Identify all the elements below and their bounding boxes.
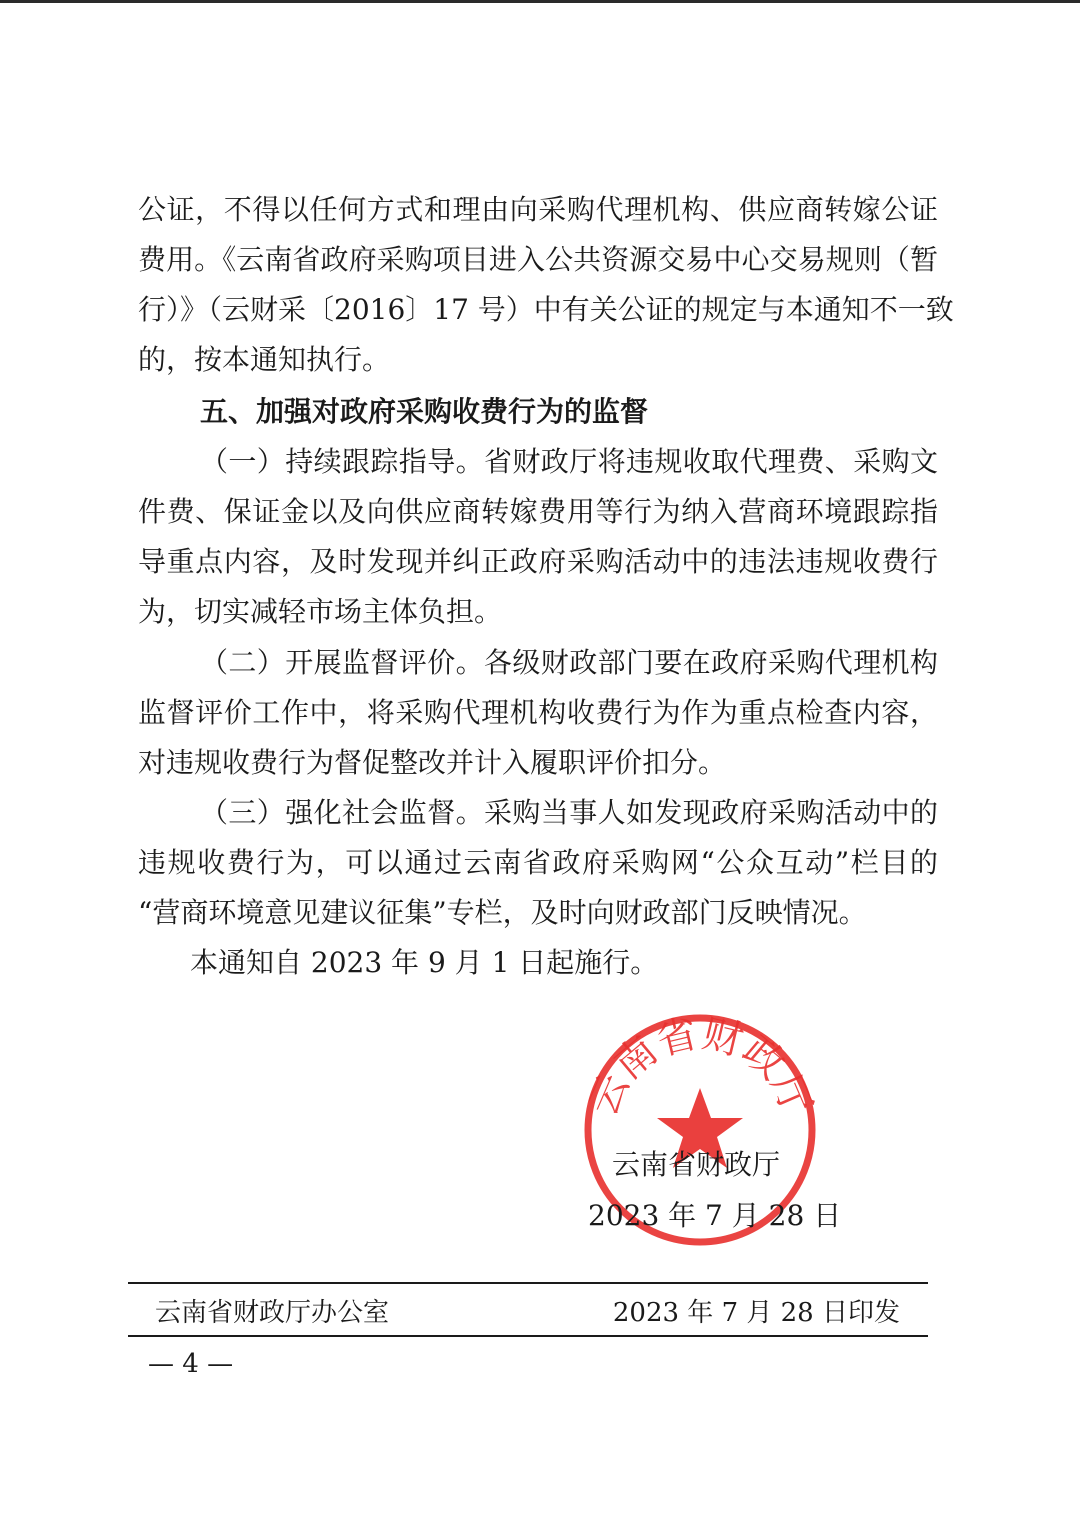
body-line: （二）开展监督评价。各级财政部门要在政府采购代理机构 [200, 646, 938, 679]
body-line: 费用。《云南省政府采购项目进入公共资源交易中心交易规则（暂 [138, 243, 938, 276]
body-line: 件费、保证金以及向供应商转嫁费用等行为纳入营商环境跟踪指 [138, 495, 938, 528]
body-line: 行）》（云财采〔2016〕17 号）中有关公证的规定与本通知不一致 [138, 293, 954, 326]
effective-date: 本通知自 2023 年 9 月 1 日起施行。 [190, 946, 659, 979]
body-line: 监督评价工作中，将采购代理机构收费行为作为重点检查内容， [138, 696, 938, 729]
body-line: 公证，不得以任何方式和理由向采购代理机构、供应商转嫁公证 [138, 193, 938, 226]
print-date: 2023 年 7 月 28 日印发 [612, 1298, 900, 1328]
issuing-office: 云南省财政厅办公室 [155, 1298, 390, 1328]
seal-arc-path-text: 云南省财政厅 [580, 1010, 820, 1123]
section-heading: 五、加强对政府采购收费行为的监督 [200, 395, 649, 428]
body-line: 为，切实减轻市场主体负担。 [138, 595, 503, 628]
body-line: 对违规收费行为督促整改并计入履职评价扣分。 [138, 746, 727, 779]
body-line: “营商环境意见建议征集”专栏，及时向财政部门反映情况。 [138, 896, 867, 929]
top-border [0, 0, 1080, 3]
body-line: 的，按本通知执行。 [138, 343, 391, 376]
body-line: 违规收费行为，可以通过云南省政府采购网“公众互动”栏目的 [138, 846, 938, 879]
body-line: （一）持续跟踪指导。省财政厅将违规收取代理费、采购文 [200, 445, 938, 478]
signature-date: 2023 年 7 月 28 日 [588, 1199, 842, 1232]
body-line: 导重点内容，及时发现并纠正政府采购活动中的违法违规收费行 [138, 545, 938, 578]
body-line: （三）强化社会监督。采购当事人如发现政府采购活动中的 [200, 796, 938, 829]
footer-bottom-rule [128, 1335, 928, 1337]
issuer-name: 云南省财政厅 [612, 1148, 781, 1181]
footer-top-rule [128, 1282, 928, 1284]
page-number: — 4 — [148, 1349, 234, 1379]
